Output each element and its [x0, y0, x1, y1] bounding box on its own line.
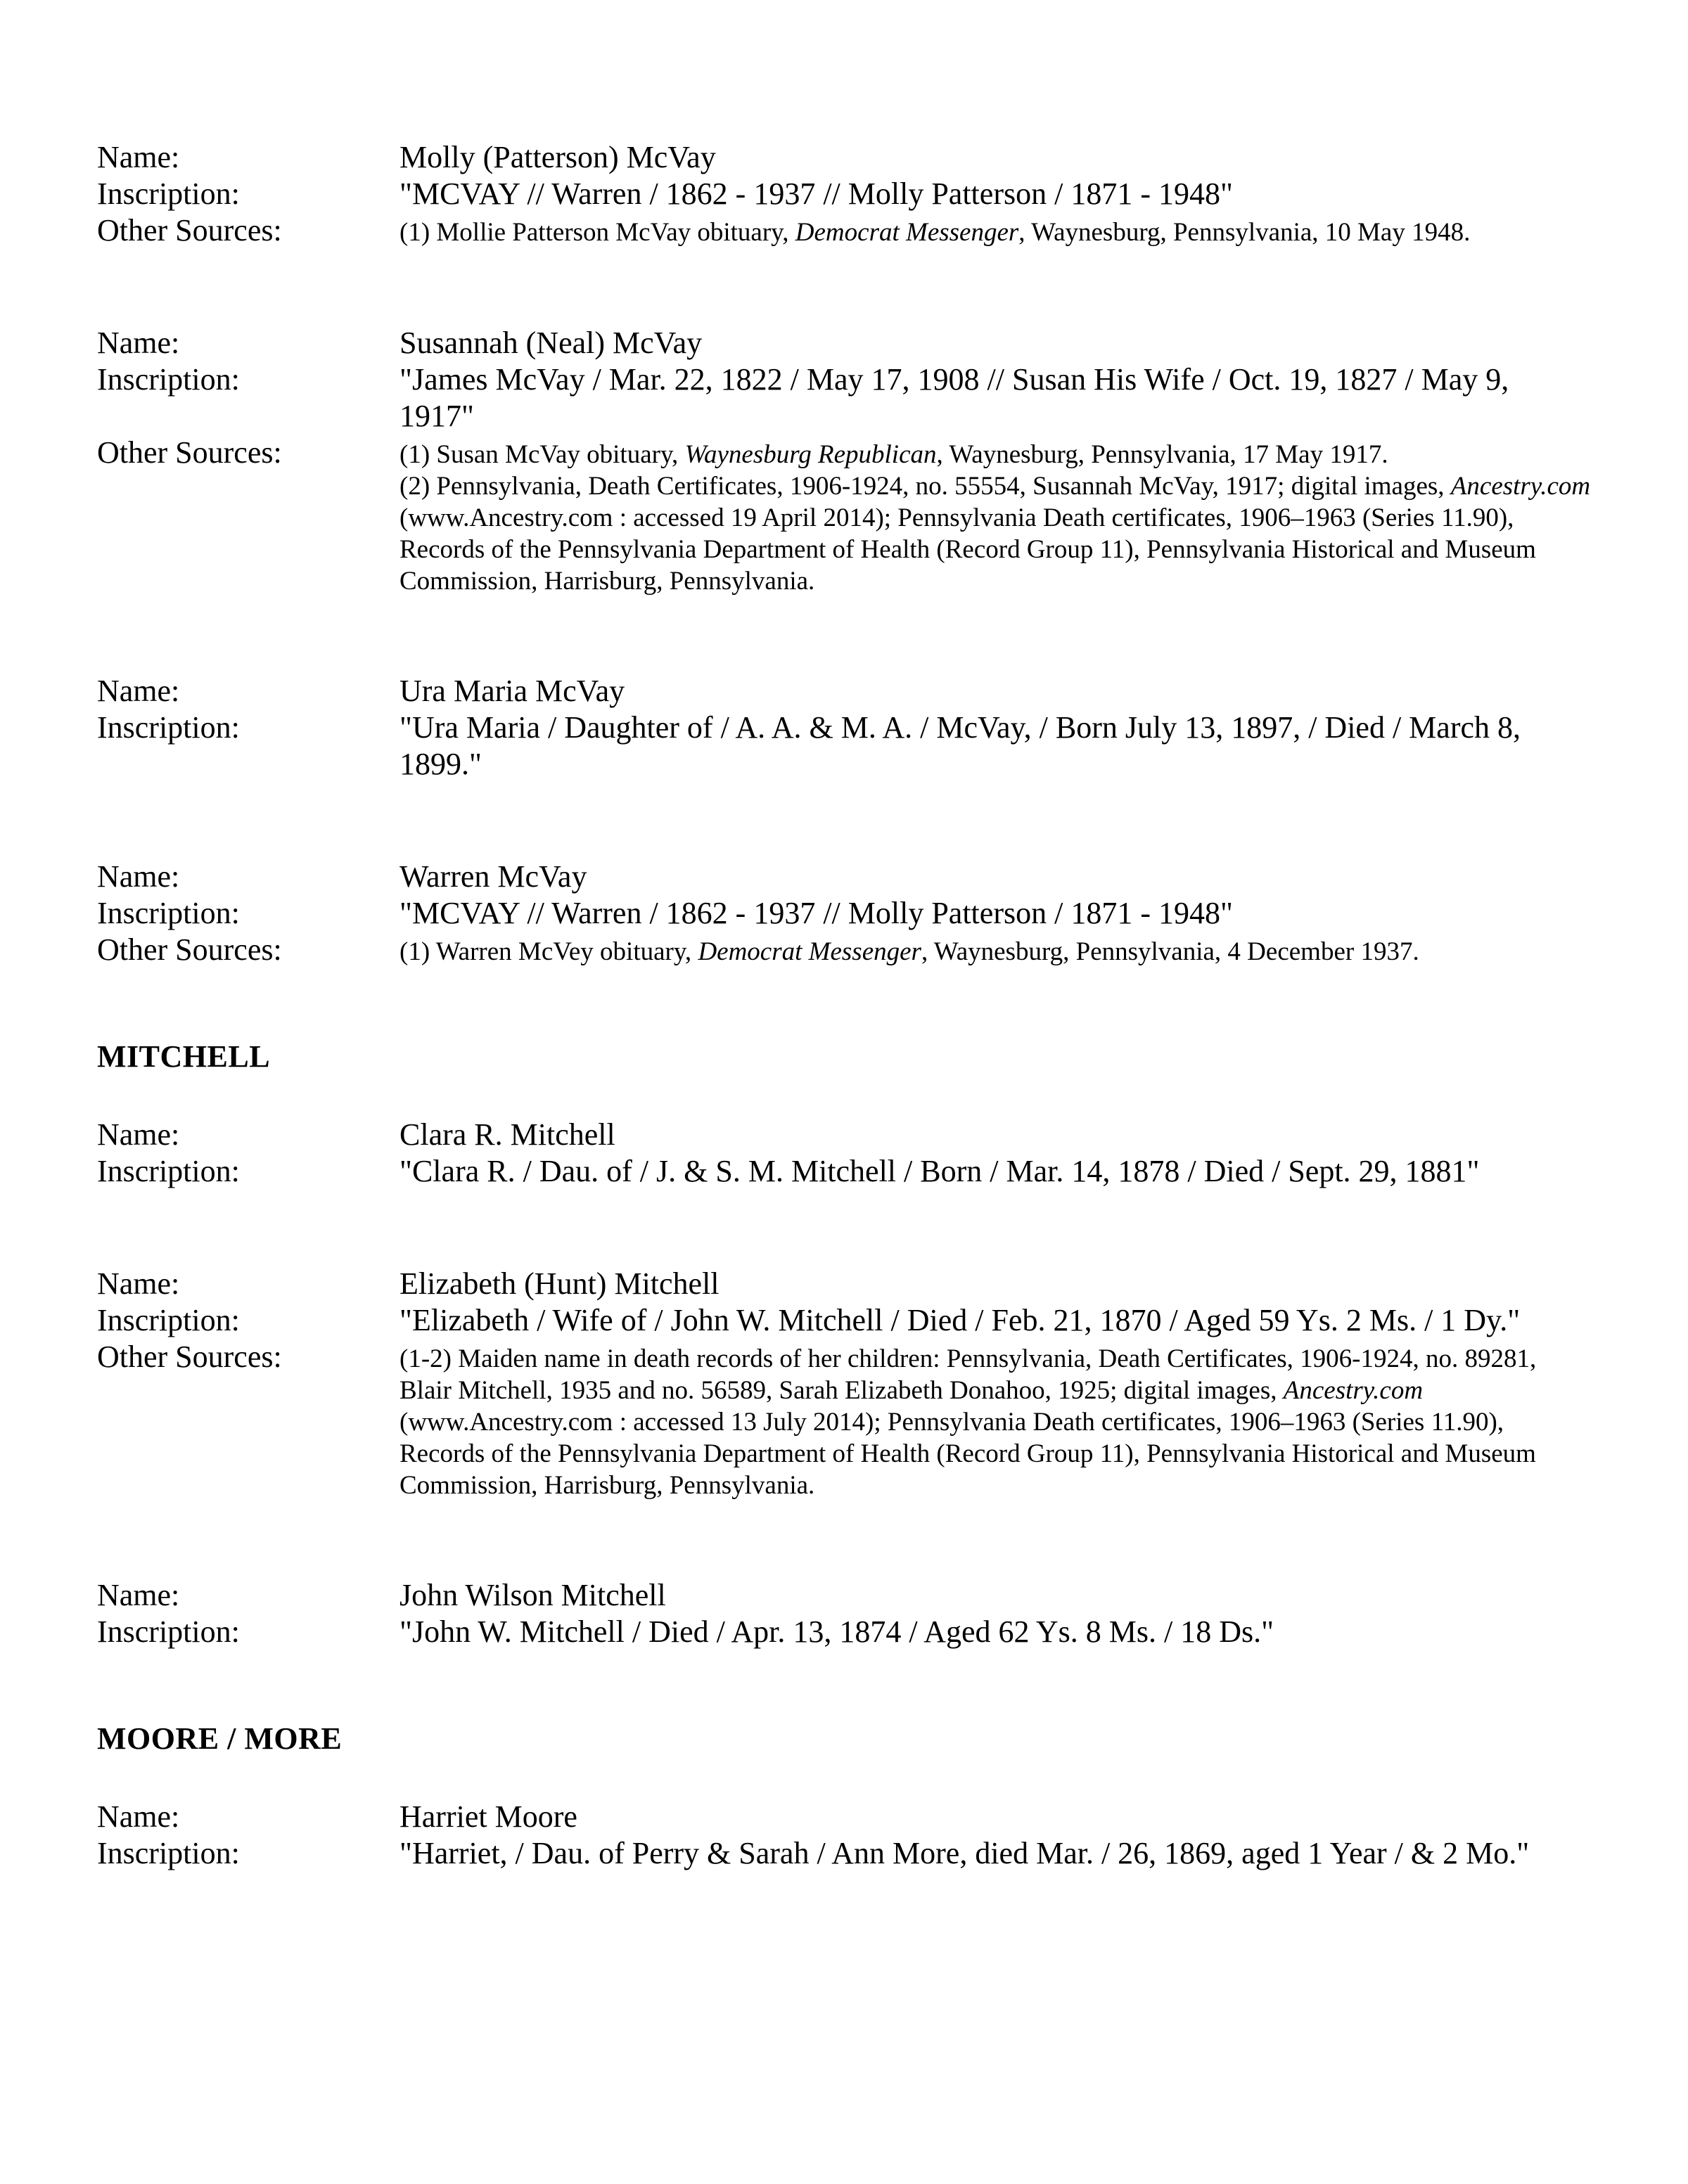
name-row	[97, 1266, 1591, 1302]
other-sources-value	[399, 439, 1591, 597]
citation-text: , Waynesburg, Pennsylvania, 17 May 1917.	[936, 440, 1388, 469]
name-value: Ura Maria McVay	[399, 674, 625, 708]
inscription-row	[97, 1153, 1591, 1190]
name-value: Elizabeth (Hunt) Mitchell	[399, 1266, 720, 1301]
inscription-label: Inscription:	[97, 362, 240, 397]
name-value: Clara R. Mitchell	[399, 1117, 615, 1152]
grave-entry	[97, 673, 1591, 783]
inscription-row	[97, 1835, 1591, 1872]
name-value: Susannah (Neal) McVay	[399, 326, 703, 360]
other-sources-row	[97, 1339, 1591, 1501]
inscription-row	[97, 1302, 1591, 1339]
name-label: Name:	[97, 140, 180, 174]
inscription-row	[97, 709, 1591, 783]
surname-section-header: MOORE / MORE	[97, 1721, 343, 1756]
inscription-value: "Harriet, / Dau. of Perry & Sarah / Ann More, died Mar. / 26, 1869, aged 1 Year / & 2 Mo."	[399, 1836, 1530, 1870]
name-label: Name:	[97, 326, 180, 360]
other-sources-label: Other Sources:	[97, 213, 282, 248]
other-sources-value	[399, 936, 1591, 968]
other-sources-label: Other Sources:	[97, 1340, 282, 1374]
citation-text: (1) Warren McVey obituary,	[399, 937, 698, 966]
citation-text: (www.Ancestry.com : accessed 19 April 2014); Pennsylvania Death certificates, 1906–1963 (Series 11.90), Records of the Pennsylvania Department of Health (Record Group 11), Pennsylvania Historical and Museum Commission, Harrisburg, Pennsylvania.	[399, 503, 1536, 596]
inscription-label: Inscription:	[97, 1303, 240, 1337]
grave-entry	[97, 1577, 1591, 1650]
name-row	[97, 1799, 1591, 1835]
name-label: Name:	[97, 1578, 180, 1612]
citation-text: (1) Mollie Patterson McVay obituary,	[399, 218, 795, 247]
name-value: Molly (Patterson) McVay	[399, 140, 716, 174]
source-citation	[399, 217, 1591, 248]
inscription-row	[97, 895, 1591, 932]
other-sources-row	[97, 435, 1591, 597]
inscription-value: "Elizabeth / Wife of / John W. Mitchell / Died / Feb. 21, 1870 / Aged 59 Ys. 2 Ms. / 1 Dy."	[399, 1303, 1521, 1337]
name-row	[97, 325, 1591, 361]
inscription-value: "Ura Maria / Daughter of / A. A. & M. A. / McVay, / Born July 13, 1897, / Died / March 8, 1899."	[399, 710, 1521, 781]
inscription-label: Inscription:	[97, 176, 240, 211]
name-label: Name:	[97, 859, 180, 894]
citation-italic-title: Democrat Messenger	[698, 937, 921, 966]
source-citation	[399, 1343, 1591, 1501]
other-sources-label: Other Sources:	[97, 932, 282, 967]
name-value: Warren McVay	[399, 859, 587, 894]
citation-text: (1) Susan McVay obituary,	[399, 440, 685, 469]
citation-text: (www.Ancestry.com : accessed 13 July 2014); Pennsylvania Death certificates, 1906–1963 (Series 11.90), Records of the Pennsylvania Department of Health (Record Group 11), Pennsylvania Historical and Museum Commission, Harrisburg, Pennsylvania.	[399, 1408, 1536, 1500]
inscription-label: Inscription:	[97, 1614, 240, 1649]
grave-entry	[97, 1266, 1591, 1501]
other-sources-value	[399, 1343, 1591, 1501]
inscription-value: "MCVAY // Warren / 1862 - 1937 // Molly Patterson / 1871 - 1948"	[399, 176, 1233, 211]
other-sources-row	[97, 932, 1591, 968]
source-citation	[399, 439, 1591, 470]
inscription-value: "MCVAY // Warren / 1862 - 1937 // Molly Patterson / 1871 - 1948"	[399, 896, 1233, 930]
grave-entry	[97, 139, 1591, 249]
source-citation	[399, 470, 1591, 597]
citation-text: , Waynesburg, Pennsylvania, 10 May 1948.	[1018, 218, 1471, 247]
citation-text: (1-2) Maiden name in death records of her children: Pennsylvania, Death Certificates, 1906-1924, no. 89281, Blair Mitchell, 1935 and no. 56589, Sarah Elizabeth Donahoo, 1925; digital images,	[399, 1344, 1537, 1405]
inscription-label: Inscription:	[97, 896, 240, 930]
inscription-label: Inscription:	[97, 1154, 240, 1188]
inscription-value: "James McVay / Mar. 22, 1822 / May 17, 1908 // Susan His Wife / Oct. 19, 1827 / May 9, 1917"	[399, 362, 1509, 433]
other-sources-row	[97, 212, 1591, 249]
name-label: Name:	[97, 674, 180, 708]
inscription-label: Inscription:	[97, 710, 240, 745]
inscription-label: Inscription:	[97, 1836, 240, 1870]
grave-entry	[97, 325, 1591, 597]
surname-section-header: MITCHELL	[97, 1039, 271, 1074]
citation-italic-title: Waynesburg Republican	[684, 440, 937, 469]
inscription-row	[97, 1614, 1591, 1650]
name-value: John Wilson Mitchell	[399, 1578, 666, 1612]
source-citation	[399, 936, 1591, 968]
name-row	[97, 139, 1591, 176]
other-sources-label: Other Sources:	[97, 435, 282, 470]
inscription-row	[97, 361, 1591, 435]
name-label: Name:	[97, 1799, 180, 1834]
citation-italic-title: Ancestry.com	[1283, 1376, 1424, 1405]
inscription-row	[97, 176, 1591, 212]
citation-text: (2) Pennsylvania, Death Certificates, 1906-1924, no. 55554, Susannah McVay, 1917; digital images,	[399, 472, 1451, 501]
citation-text: , Waynesburg, Pennsylvania, 4 December 1937.	[921, 937, 1419, 966]
inscription-value: "John W. Mitchell / Died / Apr. 13, 1874 / Aged 62 Ys. 8 Ms. / 18 Ds."	[399, 1614, 1274, 1649]
grave-entry	[97, 859, 1591, 968]
other-sources-value	[399, 217, 1591, 248]
inscription-value: "Clara R. / Dau. of / J. & S. M. Mitchell / Born / Mar. 14, 1878 / Died / Sept. 29, 1881"	[399, 1154, 1480, 1188]
name-value: Harriet Moore	[399, 1799, 577, 1834]
grave-entry	[97, 1117, 1591, 1190]
name-label: Name:	[97, 1266, 180, 1301]
citation-italic-title: Democrat Messenger	[795, 218, 1019, 247]
grave-entry	[97, 1799, 1591, 1872]
name-label: Name:	[97, 1117, 180, 1152]
name-row	[97, 1577, 1591, 1614]
citation-italic-title: Ancestry.com	[1450, 472, 1591, 501]
name-row	[97, 1117, 1591, 1153]
name-row	[97, 859, 1591, 895]
name-row	[97, 673, 1591, 709]
